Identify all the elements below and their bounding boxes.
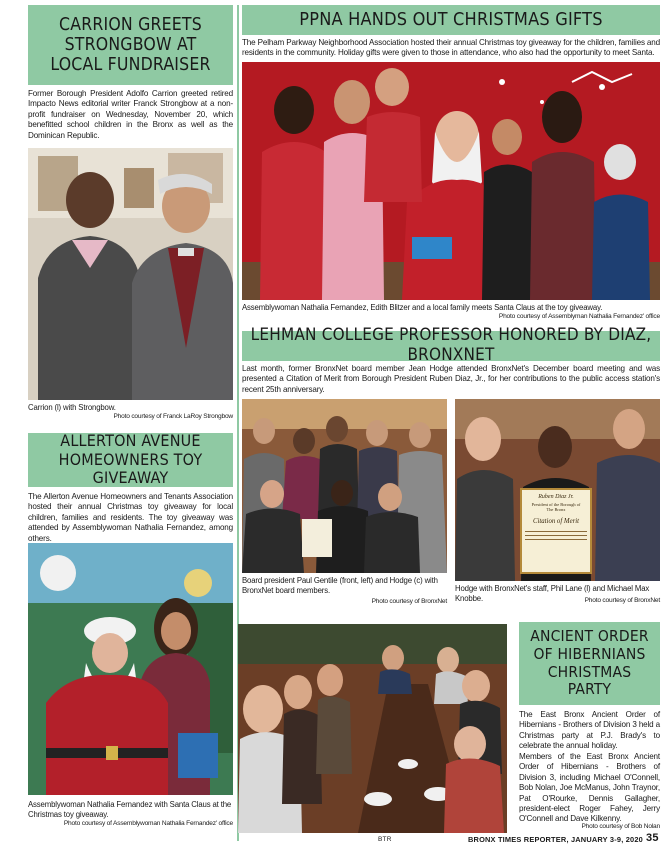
allerton-caption: Assemblywoman Nathalia Fernandez with Santa Claus at the Christmas toy giveaway. (28, 800, 232, 819)
ppna-body: The Pelham Parkway Neighborhood Association hosted their annual Christmas toy giveaway for the children, families and residents in the community. Holiday gifts were given to those in attendance, who also had the opportunity to meet Santa. (242, 38, 660, 58)
hibernians-credit: Photo courtesy of Bob Nolan (581, 823, 660, 830)
lehman-caption-left: Board president Paul Gentile (front, left) and Hodge (c) with BronxNet board members. (242, 576, 438, 595)
allerton-credit: Photo courtesy of Assemblywoman Nathalia Fernandez' office (63, 820, 233, 827)
carrion-photo (28, 148, 233, 400)
lehman-body: Last month, former BronxNet board member Jean Hodge attended BronxNet's December board meeting and was presented a Citation of Merit from Borough President Ruben Diaz, Jr., for her contributions to the public access station's recent 25th anniversary. (242, 364, 660, 394)
allerton-photo (28, 543, 233, 795)
carrion-credit: Photo courtesy of Franck LaRoy Strongbow (113, 413, 233, 420)
ppna-headline: PPNA HANDS OUT CHRISTMAS GIFTS (242, 5, 660, 35)
citation-line-title: Citation of Merit (532, 518, 580, 525)
lehman-credit-left: Photo courtesy of BronxNet (371, 598, 447, 605)
footer-btr: BTR (378, 836, 392, 843)
ppna-caption: Assemblywoman Nathalia Fernandez, Edith Blitzer and a local family meets Santa Claus at the toy giveaway. (242, 303, 603, 312)
ppna-photo (242, 62, 660, 300)
lehman-headline: LEHMAN COLLEGE PROFESSOR HONORED BY DIAZ, BRONXNET (242, 331, 660, 361)
allerton-headline: ALLERTON AVENUE HOMEOWNERS TOY GIVEAWAY (28, 433, 233, 487)
hibernians-headline: ANCIENT ORDER OF HIBERNIANS CHRISTMAS PARTY (519, 622, 660, 705)
citation-line-borough: The Bronx (546, 507, 566, 512)
lehman-photo-left (242, 399, 447, 573)
footer-publication: BRONX TIMES REPORTER, JANUARY 3-9, 2020 (468, 835, 643, 844)
citation-certificate (520, 488, 592, 574)
carrion-headline: CARRION GREETS STRONGBOW AT LOCAL FUNDRAISER (28, 5, 233, 85)
carrion-body: Former Borough President Adolfo Carrion greeted retired Impacto News editorial writer Franck Strongbow at a non-profit fundraiser on Wednesday, November 20, which benefitted school children in the Bronx as well as the Dominican Republic. (28, 89, 233, 140)
citation-line-office: President of the Borough of (531, 502, 581, 507)
hibernians-photo (238, 624, 507, 833)
carrion-caption: Carrion (l) with Strongbow. (28, 403, 116, 412)
footer-page-number: 35 (646, 832, 659, 844)
hibernians-body-intro: The East Bronx Ancient Order of Hibernians - Brothers of Division 3 held a Christmas party at P.J. Brady's to celebrate the annual holiday. (519, 710, 660, 751)
lehman-credit-right: Photo courtesy of BronxNet (584, 597, 660, 604)
ppna-credit: Photo courtesy of Assemblyman Nathalia Fernandez' office (498, 313, 660, 320)
citation-line-name: Ruben Diaz Jr. (538, 494, 574, 500)
lehman-caption-right: Hodge with BronxNet's staff, Phil Lane (l) and Michael Max Knobbe. (455, 584, 650, 603)
hibernians-body-members: Members of the East Bronx Ancient Order of Hibernians - Brothers of Division 3, including Michael O'Connell, Bob Nolan, Joe McManus, John Traynor, Pat O'Rourke, Dennis Gallagher, president-elect Roger Fahey, Jerry O'Connell and Dave Kilkenny. (519, 752, 660, 824)
allerton-body: The Allerton Avenue Homeowners and Tenants Association hosted their annual Christmas toy giveaway for local children, families and residents. The toy giveaway was attended by Assemblywoman Nathalia Fernandez, among others. (28, 492, 233, 543)
